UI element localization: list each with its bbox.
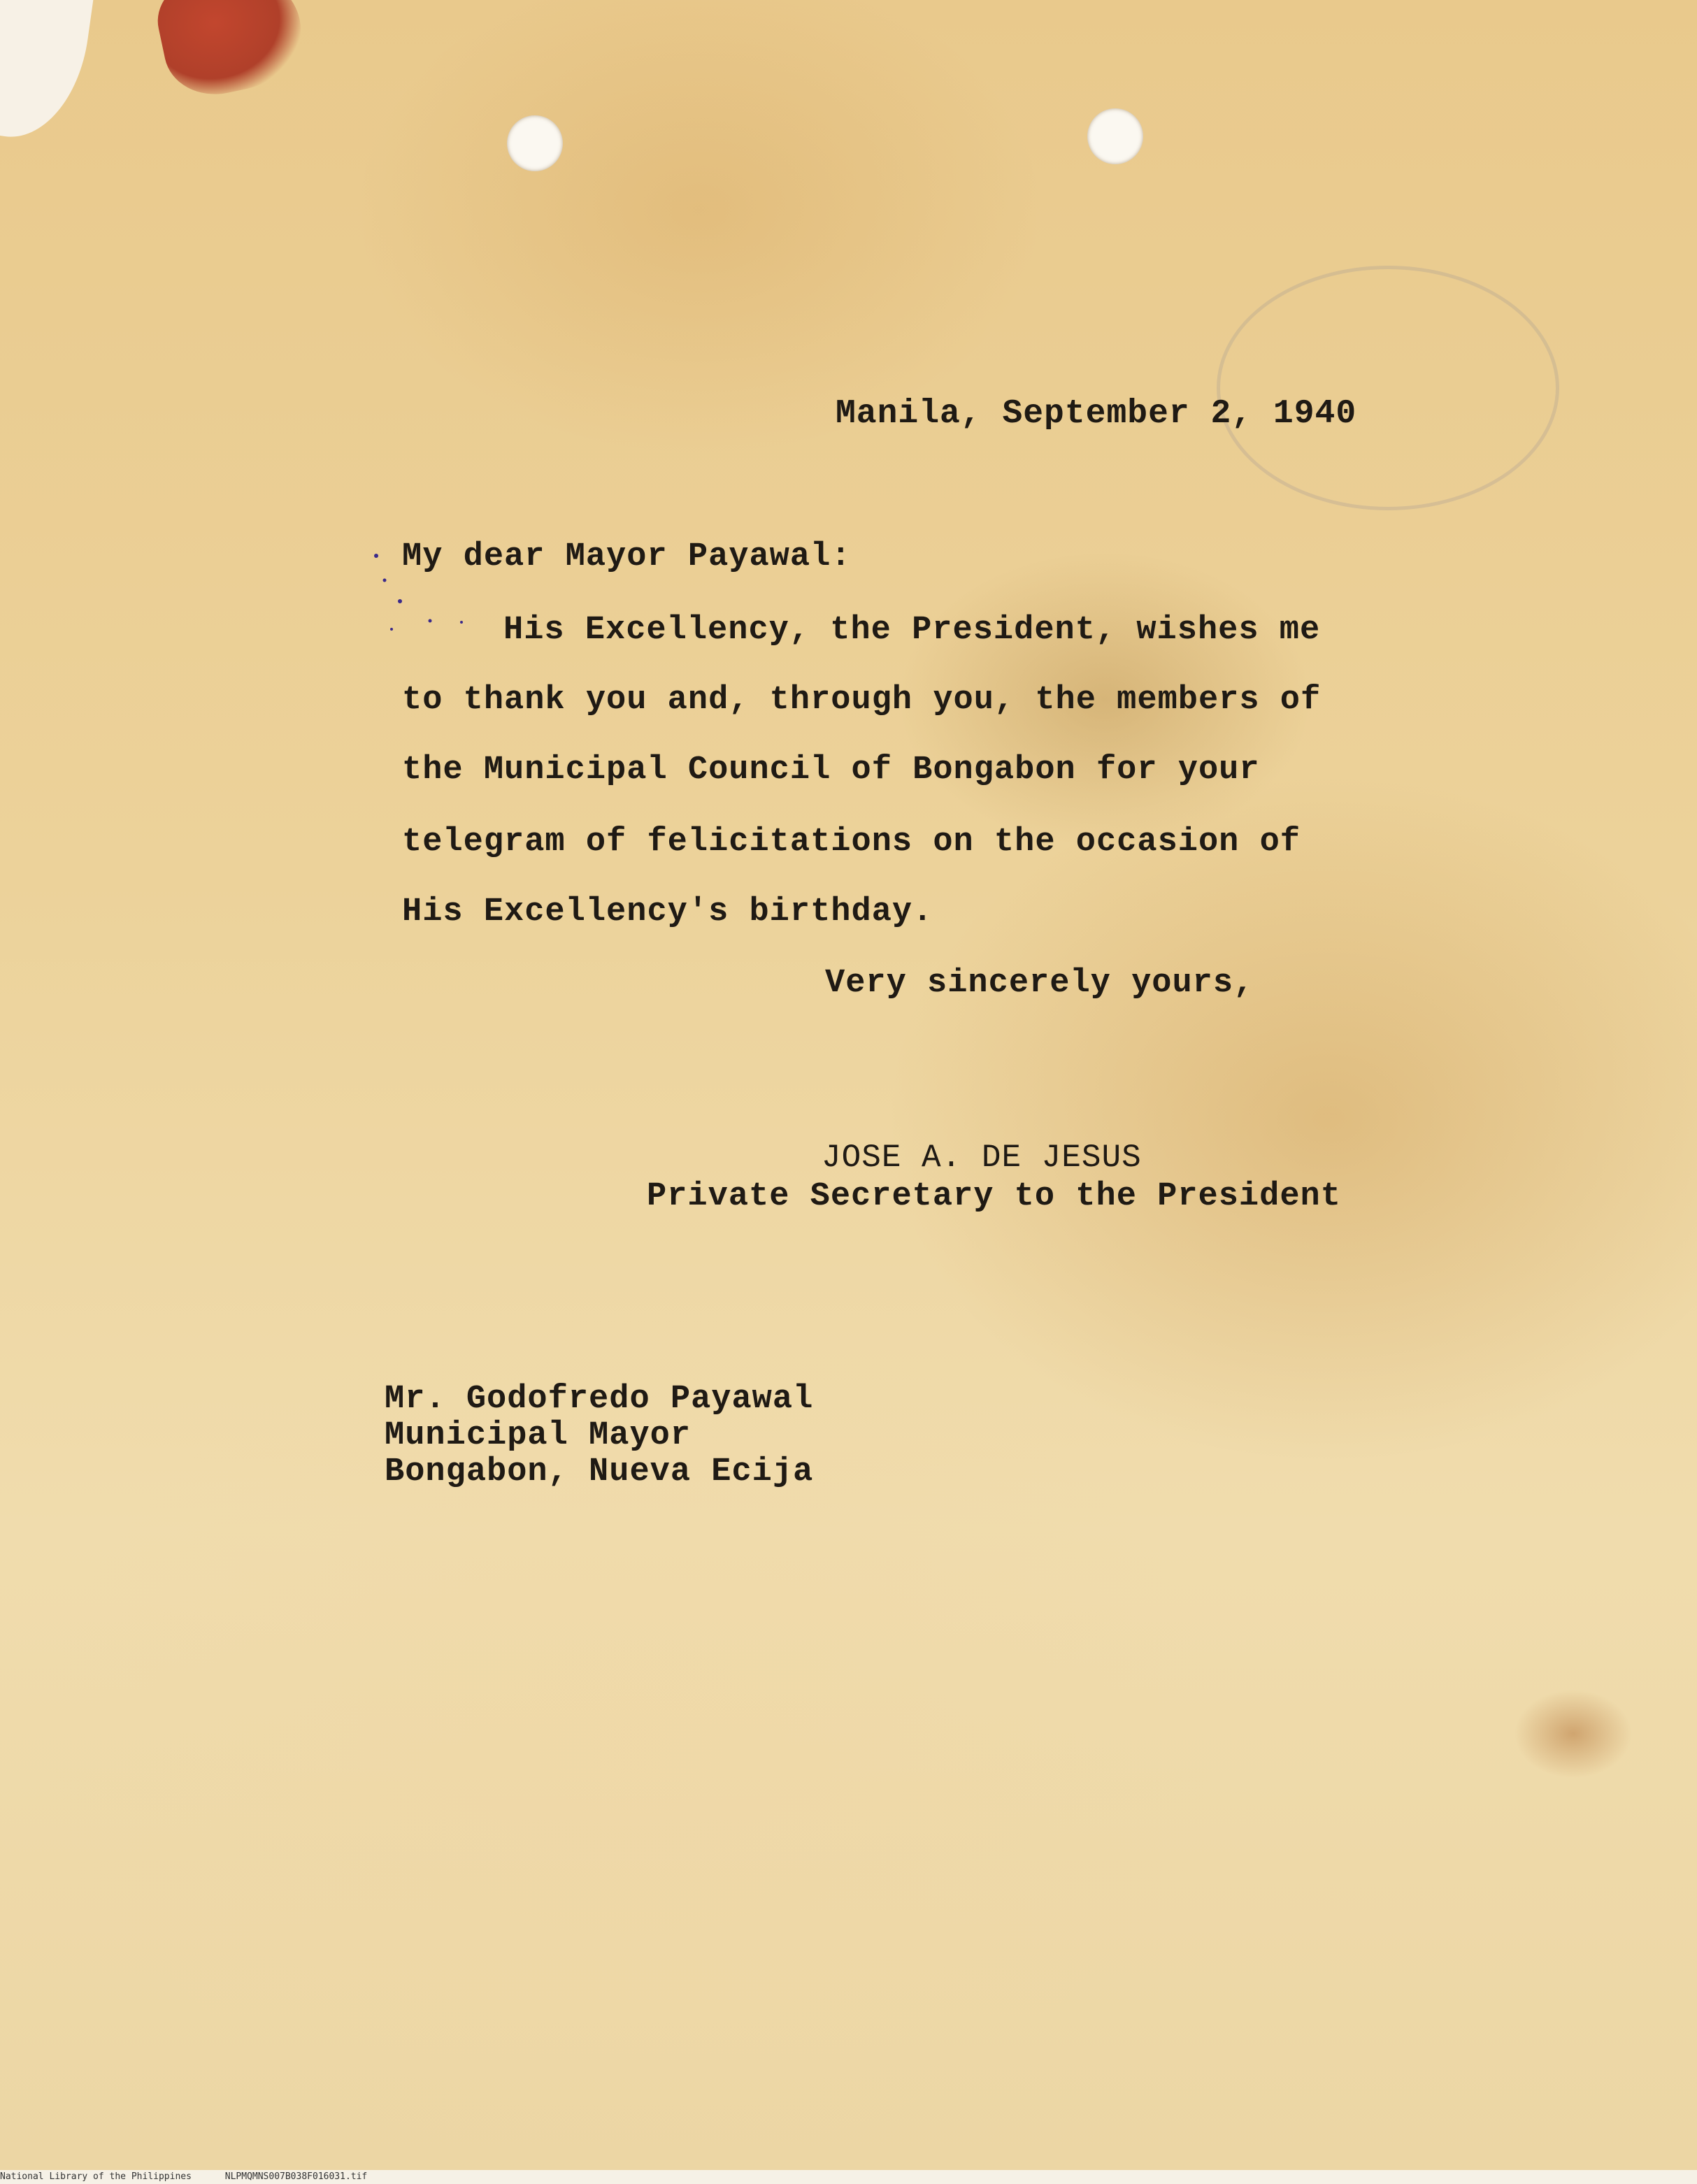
body-line: telegram of felicitations on the occasion of xyxy=(402,824,1301,861)
punch-hole-right xyxy=(1087,108,1143,164)
footer-file-id: NLPMQMNS007B038F016031.tif xyxy=(224,2171,368,2182)
faded-stamp-ring xyxy=(1217,266,1559,510)
footer-library: National Library of the Philippines xyxy=(0,2171,192,2182)
recipient-location: Bongabon, Nueva Ecija xyxy=(385,1453,814,1490)
signatory-title: Private Secretary to the President xyxy=(647,1178,1341,1215)
closing: Very sincerely yours, xyxy=(825,965,1254,1002)
torn-corner xyxy=(0,0,94,146)
letter-date: Manila, September 2, 1940 xyxy=(836,395,1357,433)
body-line: to thank you and, through you, the members of xyxy=(402,682,1322,719)
body-line: His Excellency's birthday. xyxy=(402,893,933,931)
signatory-name: JOSE A. DE JESUS xyxy=(822,1140,1142,1176)
body-line: the Municipal Council of Bongabon for your xyxy=(402,752,1260,789)
punch-hole-left xyxy=(507,115,563,171)
recipient-name: Mr. Godofredo Payawal xyxy=(385,1381,814,1418)
salutation: My dear Mayor Payawal: xyxy=(402,538,852,575)
red-stain xyxy=(150,0,312,104)
recipient-position: Municipal Mayor xyxy=(385,1417,692,1454)
scan-footer xyxy=(0,2170,1697,2184)
body-line: His Excellency, the President, wishes me xyxy=(503,612,1321,649)
